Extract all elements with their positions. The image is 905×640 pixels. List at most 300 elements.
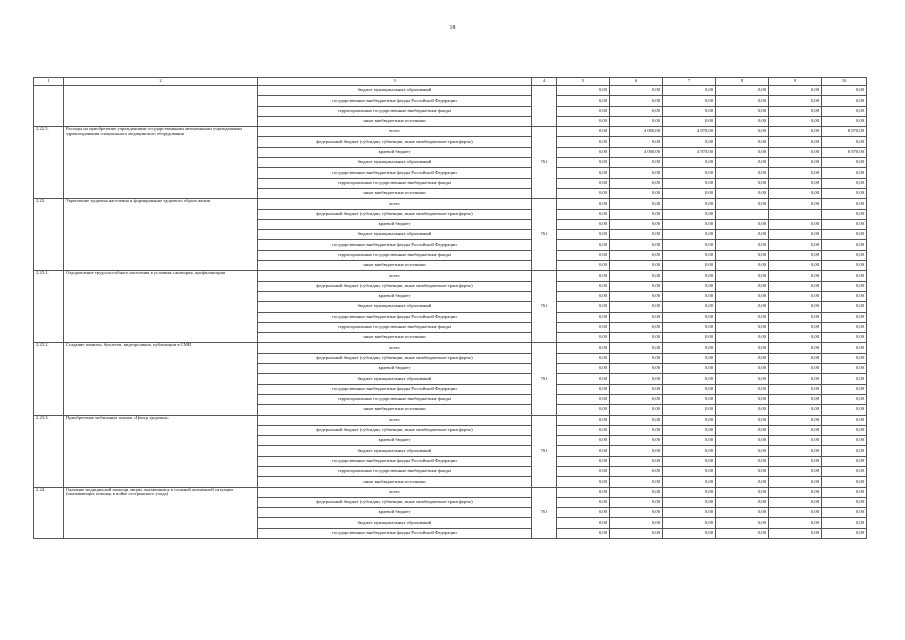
amount-cell: 0,00	[769, 487, 822, 497]
amount-cell: 0,00	[557, 353, 610, 363]
amount-cell: 0,00	[663, 353, 716, 363]
amount-cell: 0,00	[716, 456, 769, 466]
amount-cell: 0,00	[557, 446, 610, 456]
amount-cell: 0,00	[769, 261, 822, 271]
amount-cell: 0,00	[610, 405, 663, 415]
funding-source: краевой бюджет	[258, 508, 532, 518]
amount-cell: 0,00	[610, 518, 663, 528]
amount-cell: 0,00	[663, 415, 716, 425]
amount-cell: 0,00	[663, 188, 716, 198]
amount-cell: 0,00	[822, 415, 867, 425]
amount-cell	[769, 209, 822, 219]
item-title: Укрепление здоровья населения и формирование здорового образа жизни	[64, 199, 258, 271]
amount-cell: 0,00	[557, 178, 610, 188]
funding-source: территориальные государственные внебюджетные фонды	[258, 250, 532, 260]
amount-cell: 0,00	[610, 116, 663, 126]
amount-cell: 0,00	[663, 456, 716, 466]
amount-cell: 0,00	[663, 405, 716, 415]
amount-cell: 0,00	[716, 199, 769, 209]
amount-cell: 0,00	[716, 147, 769, 157]
funding-source: краевой бюджет	[258, 219, 532, 229]
funding-source: территориальные государственные внебюджетные фонды	[258, 322, 532, 332]
item-code: 2.23.3.	[34, 415, 64, 487]
header-cell: 3	[258, 78, 532, 86]
grbs-code	[532, 86, 557, 127]
amount-cell: 0,00	[557, 518, 610, 528]
amount-cell: 0,00	[716, 353, 769, 363]
amount-cell: 0,00	[716, 137, 769, 147]
item-code	[34, 86, 64, 127]
amount-cell: 0,00	[822, 446, 867, 456]
amount-cell: 0,00	[769, 291, 822, 301]
amount-cell: 0,00	[716, 497, 769, 507]
amount-cell: 0,00	[769, 343, 822, 353]
amount-cell: 0,00	[822, 477, 867, 487]
funding-source: иные внебюджетные источники	[258, 405, 532, 415]
funding-source: всего	[258, 199, 532, 209]
funding-source: бюджет муниципальных образований	[258, 158, 532, 168]
amount-cell: 0,00	[822, 343, 867, 353]
amount-cell: 0,00	[610, 343, 663, 353]
item-title: Создание памяток, буклетов, видеороликов, публикации в СМИ	[64, 343, 258, 415]
amount-cell: 0,00	[716, 230, 769, 240]
header-cell: 2	[64, 78, 258, 86]
amount-cell: 0,00	[663, 333, 716, 343]
header-cell: 8	[716, 78, 769, 86]
amount-cell: 0,00	[769, 466, 822, 476]
amount-cell: 0,00	[822, 312, 867, 322]
header-cell: 9	[769, 78, 822, 86]
amount-cell: 0,00	[610, 188, 663, 198]
amount-cell: 0,00	[663, 322, 716, 332]
amount-cell: 0,00	[610, 446, 663, 456]
amount-cell: 0,00	[557, 127, 610, 137]
amount-cell: 0,00	[610, 271, 663, 281]
funding-source: краевой бюджет	[258, 147, 532, 157]
budget-table	[33, 77, 867, 539]
amount-cell: 0,00	[769, 456, 822, 466]
amount-cell: 0,00	[769, 518, 822, 528]
amount-cell	[716, 209, 769, 219]
amount-cell: 0,00	[663, 487, 716, 497]
amount-cell: 0,00	[769, 302, 822, 312]
amount-cell: 0,00	[769, 425, 822, 435]
amount-cell: 0,00	[557, 302, 610, 312]
amount-cell: 0,00	[557, 281, 610, 291]
amount-cell: 0,00	[769, 106, 822, 116]
amount-cell: 0,00	[716, 271, 769, 281]
amount-cell: 0,00	[716, 436, 769, 446]
amount-cell: 0,00	[610, 199, 663, 209]
amount-cell: 0,00	[610, 96, 663, 106]
amount-cell: 0,00	[822, 291, 867, 301]
amount-cell: 0,00	[716, 487, 769, 497]
amount-cell: 0,00	[610, 425, 663, 435]
amount-cell: 0,00	[557, 291, 610, 301]
amount-cell: 0,00	[663, 116, 716, 126]
amount-cell: 0,00	[663, 364, 716, 374]
amount-cell: 0,00	[716, 250, 769, 260]
amount-cell: 0,00	[769, 158, 822, 168]
funding-source: иные внебюджетные источники	[258, 116, 532, 126]
funding-source: бюджет муниципальных образований	[258, 86, 532, 96]
item-code: 2.23.2.	[34, 343, 64, 415]
item-code: 2.24.	[34, 487, 64, 538]
funding-source: федеральный бюджет (субсидии, субвенции, иные межбюджетные трансферты)	[258, 137, 532, 147]
amount-cell: 0,00	[769, 116, 822, 126]
amount-cell: 0,00	[610, 508, 663, 518]
amount-cell: 0,00	[769, 271, 822, 281]
amount-cell: 0,00	[663, 425, 716, 435]
amount-cell: 0,00	[716, 302, 769, 312]
amount-cell: 0,00	[769, 333, 822, 343]
amount-cell: 0,00	[716, 333, 769, 343]
header-cell: 7	[663, 78, 716, 86]
amount-cell: 0,00	[769, 281, 822, 291]
amount-cell: 0,00	[716, 343, 769, 353]
amount-cell: 0,00	[663, 436, 716, 446]
item-title: Приобретение мобильных планок «Центр здоровья»	[64, 415, 258, 487]
amount-cell: 0,00	[610, 209, 663, 219]
amount-cell: 0,00	[610, 168, 663, 178]
amount-cell: 0,00	[663, 96, 716, 106]
amount-cell: 0,00	[610, 250, 663, 260]
amount-cell: 0,00	[610, 322, 663, 332]
amount-cell: 0,00	[822, 281, 867, 291]
funding-source: всего	[258, 415, 532, 425]
amount-cell: 0,00	[557, 271, 610, 281]
amount-cell: 0,00	[769, 178, 822, 188]
amount-cell: 0,00	[822, 384, 867, 394]
amount-cell: 0,00	[716, 86, 769, 96]
funding-source: бюджет муниципальных образований	[258, 230, 532, 240]
amount-cell: 0,00	[716, 178, 769, 188]
amount-cell: 0,00	[557, 158, 610, 168]
amount-cell: 0,00	[716, 188, 769, 198]
funding-source: иные внебюджетные источники	[258, 333, 532, 343]
amount-cell: 0,00	[663, 219, 716, 229]
header-cell: 1	[34, 78, 64, 86]
amount-cell: 0,00	[610, 281, 663, 291]
amount-cell: 0,00	[716, 425, 769, 435]
header-cell: 10	[822, 78, 867, 86]
amount-cell: 0,00	[822, 116, 867, 126]
amount-cell: 4 000,00	[610, 147, 663, 157]
amount-cell: 0,00	[716, 322, 769, 332]
funding-source: государственные внебюджетные фонды Российской Федерации	[258, 240, 532, 250]
amount-cell: 0,00	[557, 312, 610, 322]
amount-cell: 0,00	[822, 158, 867, 168]
funding-source: иные внебюджетные источники	[258, 188, 532, 198]
amount-cell: 0,00	[663, 178, 716, 188]
funding-source: территориальные государственные внебюджетные фонды	[258, 178, 532, 188]
amount-cell: 0,00	[557, 364, 610, 374]
amount-cell: 0,00	[663, 240, 716, 250]
amount-cell: 0,00	[769, 137, 822, 147]
amount-cell: 0,00	[610, 178, 663, 188]
funding-source: федеральный бюджет (субсидии, субвенции, иные межбюджетные трансферты)	[258, 425, 532, 435]
amount-cell: 0,00	[663, 291, 716, 301]
amount-cell: 0,00	[610, 528, 663, 538]
amount-cell: 0,00	[769, 528, 822, 538]
amount-cell: 0,00	[663, 168, 716, 178]
amount-cell: 0,00	[769, 415, 822, 425]
amount-cell: 0,00	[822, 364, 867, 374]
amount-cell: 0,00	[822, 219, 867, 229]
amount-cell: 0,00	[610, 487, 663, 497]
funding-source: бюджет муниципальных образований	[258, 446, 532, 456]
amount-cell: 0,00	[663, 86, 716, 96]
amount-cell: 0,00	[557, 199, 610, 209]
amount-cell: 0,00	[663, 281, 716, 291]
amount-cell: 0,00	[822, 508, 867, 518]
amount-cell: 0,00	[663, 477, 716, 487]
amount-cell: 0,00	[663, 508, 716, 518]
amount-cell: 0,00	[557, 240, 610, 250]
amount-cell: 0,00	[610, 261, 663, 271]
amount-cell: 0,00	[557, 374, 610, 384]
amount-cell: 0,00	[557, 219, 610, 229]
amount-cell: 0,00	[716, 168, 769, 178]
amount-cell: 0,00	[557, 466, 610, 476]
amount-cell: 0,00	[610, 219, 663, 229]
amount-cell: 0,00	[557, 209, 610, 219]
funding-source: бюджет муниципальных образований	[258, 518, 532, 528]
amount-cell: 0,00	[769, 384, 822, 394]
grbs-code: 761	[532, 127, 557, 199]
amount-cell: 0,00	[557, 405, 610, 415]
amount-cell: 0,00	[769, 353, 822, 363]
amount-cell: 0,00	[822, 168, 867, 178]
funding-source: всего	[258, 343, 532, 353]
amount-cell: 0,00	[557, 343, 610, 353]
amount-cell: 0,00	[663, 446, 716, 456]
amount-cell: 0,00	[716, 508, 769, 518]
amount-cell: 0,00	[716, 281, 769, 291]
amount-cell: 0,00	[610, 436, 663, 446]
amount-cell: 0,00	[557, 497, 610, 507]
amount-cell: 0,00	[610, 353, 663, 363]
amount-cell: 0,00	[822, 137, 867, 147]
amount-cell: 0,00	[822, 199, 867, 209]
amount-cell: 0,00	[716, 518, 769, 528]
amount-cell: 0,00	[557, 415, 610, 425]
item-title: Расходы на приобретение учреждениями государственными автономными учреждениями здравоохранения специального медицинского оборудования	[64, 127, 258, 199]
amount-cell: 0,00	[663, 209, 716, 219]
amount-cell: 0,00	[769, 96, 822, 106]
amount-cell: 0,00	[610, 302, 663, 312]
amount-cell: 0,00	[822, 209, 867, 219]
amount-cell: 0,00	[610, 137, 663, 147]
amount-cell: 0,00	[716, 466, 769, 476]
amount-cell: 0,00	[769, 168, 822, 178]
amount-cell: 0,00	[822, 425, 867, 435]
amount-cell: 0,00	[663, 158, 716, 168]
amount-cell: 0,00	[822, 518, 867, 528]
funding-source: краевой бюджет	[258, 291, 532, 301]
funding-source: иные внебюджетные источники	[258, 261, 532, 271]
amount-cell: 0,00	[557, 333, 610, 343]
page-number: 18	[449, 25, 456, 31]
amount-cell: 0,00	[610, 374, 663, 384]
funding-source: государственные внебюджетные фонды Российской Федерации	[258, 456, 532, 466]
amount-cell: 0,00	[716, 127, 769, 137]
amount-cell: 0,00	[716, 291, 769, 301]
amount-cell: 0,00	[822, 466, 867, 476]
amount-cell: 0,00	[769, 312, 822, 322]
amount-cell: 0,00	[769, 364, 822, 374]
funding-source: государственные внебюджетные фонды Российской Федерации	[258, 384, 532, 394]
funding-source: государственные внебюджетные фонды Российской Федерации	[258, 96, 532, 106]
amount-cell: 0,00	[716, 384, 769, 394]
amount-cell: 0,00	[822, 86, 867, 96]
funding-source: федеральный бюджет (субсидии, субвенции, иные межбюджетные трансферты)	[258, 353, 532, 363]
funding-source: краевой бюджет	[258, 364, 532, 374]
amount-cell: 0,00	[822, 353, 867, 363]
amount-cell: 0,00	[716, 96, 769, 106]
amount-cell: 0,00	[822, 261, 867, 271]
amount-cell: 0,00	[822, 405, 867, 415]
amount-cell: 0,00	[663, 384, 716, 394]
amount-cell: 0,00	[716, 240, 769, 250]
funding-source: бюджет муниципальных образований	[258, 302, 532, 312]
amount-cell: 0,00	[610, 230, 663, 240]
amount-cell: 0,00	[557, 168, 610, 178]
amount-cell: 0,00	[822, 394, 867, 404]
amount-cell: 4 870,00	[663, 147, 716, 157]
funding-source: краевой бюджет	[258, 436, 532, 446]
amount-cell: 0,00	[663, 466, 716, 476]
amount-cell: 0,00	[557, 116, 610, 126]
amount-cell: 0,00	[769, 240, 822, 250]
grbs-code: 761	[532, 343, 557, 415]
amount-cell: 0,00	[610, 384, 663, 394]
amount-cell: 0,00	[716, 477, 769, 487]
amount-cell: 0,00	[663, 106, 716, 116]
amount-cell: 0,00	[663, 271, 716, 281]
amount-cell: 0,00	[610, 415, 663, 425]
amount-cell: 4 870,00	[663, 127, 716, 137]
grbs-code: 761	[532, 271, 557, 343]
amount-cell: 0,00	[557, 394, 610, 404]
header-cell: 6	[610, 78, 663, 86]
amount-cell: 0,00	[610, 364, 663, 374]
amount-cell: 0,00	[716, 394, 769, 404]
amount-cell: 0,00	[769, 86, 822, 96]
amount-cell: 0,00	[663, 518, 716, 528]
amount-cell: 0,00	[822, 106, 867, 116]
amount-cell: 0,00	[663, 343, 716, 353]
amount-cell: 8 870,00	[822, 127, 867, 137]
amount-cell: 0,00	[557, 261, 610, 271]
table-row	[34, 199, 867, 209]
item-title: Оказание медицинской помощи лицам, оказавшимся в сложной жизненной ситуации (оказывающих помощь в пойке сестринского ухода)	[64, 487, 258, 538]
amount-cell: 0,00	[769, 230, 822, 240]
amount-cell: 0,00	[557, 230, 610, 240]
amount-cell: 0,00	[716, 116, 769, 126]
amount-cell: 0,00	[716, 415, 769, 425]
amount-cell: 8 870,00	[822, 147, 867, 157]
amount-cell: 0,00	[822, 271, 867, 281]
amount-cell: 0,00	[716, 374, 769, 384]
amount-cell: 0,00	[663, 302, 716, 312]
amount-cell: 0,00	[716, 261, 769, 271]
amount-cell: 0,00	[822, 178, 867, 188]
amount-cell: 0,00	[610, 312, 663, 322]
funding-source: федеральный бюджет (субсидии, субвенции, иные межбюджетные трансферты)	[258, 281, 532, 291]
amount-cell: 0,00	[663, 261, 716, 271]
amount-cell: 0,00	[822, 528, 867, 538]
item-code: 2.23.	[34, 199, 64, 271]
amount-cell: 0,00	[822, 230, 867, 240]
table-row	[34, 343, 867, 353]
funding-source: государственные внебюджетные фонды Российской Федерации	[258, 168, 532, 178]
amount-cell: 0,00	[557, 137, 610, 147]
amount-cell: 0,00	[610, 477, 663, 487]
amount-cell: 0,00	[557, 436, 610, 446]
amount-cell: 0,00	[822, 250, 867, 260]
amount-cell: 0,00	[557, 188, 610, 198]
item-title: Оздоровление трудоспособного населения в условиях санатория, профилактория	[64, 271, 258, 343]
amount-cell: 0,00	[716, 405, 769, 415]
amount-cell: 0,00	[769, 127, 822, 137]
table-row	[34, 127, 867, 137]
amount-cell: 0,00	[663, 199, 716, 209]
amount-cell: 0,00	[610, 333, 663, 343]
amount-cell: 0,00	[610, 394, 663, 404]
item-code: 2.23.1.	[34, 271, 64, 343]
funding-source: федеральный бюджет (субсидии, субвенции, иные межбюджетные трансферты)	[258, 209, 532, 219]
amount-cell: 0,00	[769, 446, 822, 456]
amount-cell: 0,00	[822, 436, 867, 446]
funding-source: территориальные государственные внебюджетные фонды	[258, 106, 532, 116]
amount-cell: 0,00	[557, 106, 610, 116]
amount-cell: 0,00	[557, 508, 610, 518]
amount-cell: 0,00	[769, 405, 822, 415]
table-row	[34, 415, 867, 425]
amount-cell: 0,00	[610, 456, 663, 466]
funding-source: территориальные государственные внебюджетные фонды	[258, 466, 532, 476]
amount-cell: 0,00	[610, 291, 663, 301]
amount-cell: 0,00	[610, 106, 663, 116]
amount-cell: 0,00	[822, 333, 867, 343]
funding-source: иные внебюджетные источники	[258, 477, 532, 487]
grbs-code: 761	[532, 487, 557, 538]
amount-cell: 0,00	[822, 487, 867, 497]
amount-cell: 0,00	[663, 230, 716, 240]
funding-source: бюджет муниципальных образований	[258, 374, 532, 384]
amount-cell: 0,00	[610, 497, 663, 507]
amount-cell: 0,00	[769, 188, 822, 198]
amount-cell: 0,00	[716, 312, 769, 322]
amount-cell: 0,00	[557, 477, 610, 487]
amount-cell: 0,00	[716, 219, 769, 229]
amount-cell: 0,00	[663, 394, 716, 404]
amount-cell: 0,00	[716, 106, 769, 116]
amount-cell: 0,00	[716, 364, 769, 374]
header-cell: 4	[532, 78, 557, 86]
amount-cell: 0,00	[663, 137, 716, 147]
amount-cell: 0,00	[769, 250, 822, 260]
amount-cell: 0,00	[822, 497, 867, 507]
amount-cell: 0,00	[610, 240, 663, 250]
funding-source: государственные внебюджетные фонды Российской Федерации	[258, 528, 532, 538]
amount-cell: 0,00	[716, 446, 769, 456]
amount-cell: 0,00	[822, 302, 867, 312]
table-row	[34, 271, 867, 281]
table-row	[34, 487, 867, 497]
amount-cell: 0,00	[663, 312, 716, 322]
